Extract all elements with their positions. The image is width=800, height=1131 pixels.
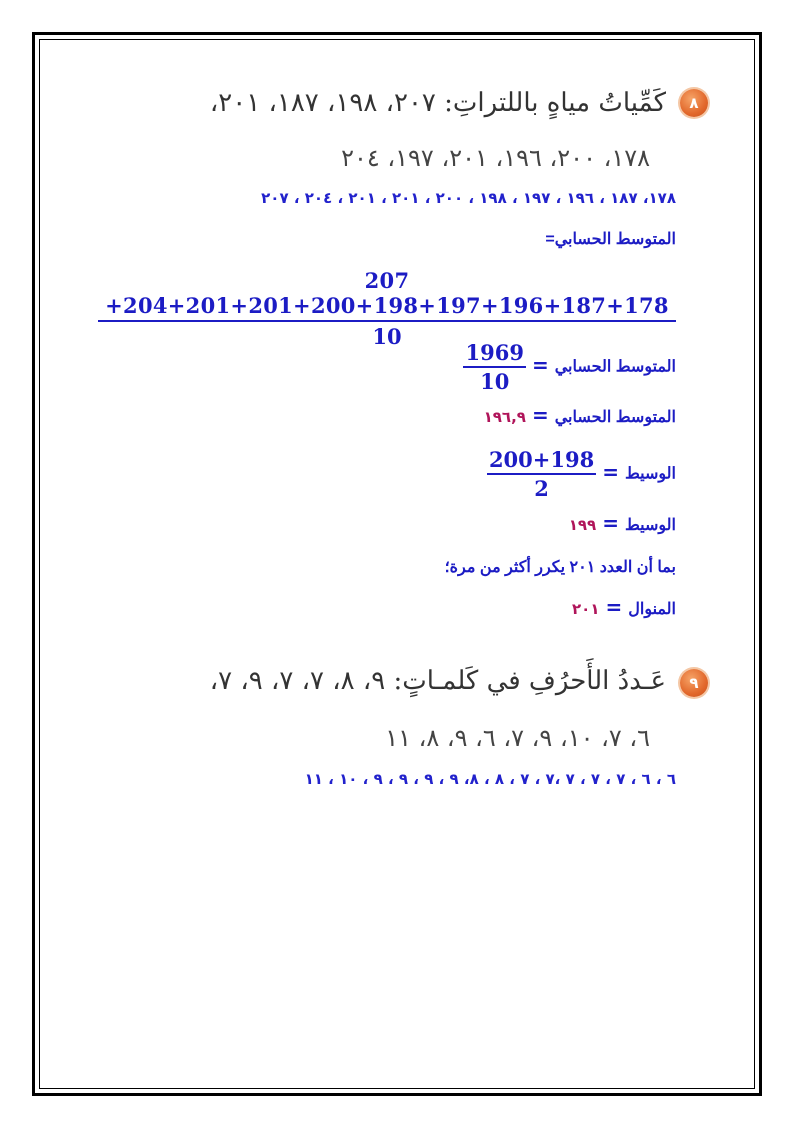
mean-label: المتوسط الحسابي xyxy=(554,358,676,376)
question-8-number: ٨ xyxy=(689,94,699,112)
question-8-title: كَمِّياتُ مياهٍ باللتراتِ: ٢٠٧، ١٩٨، ١٨٧، ٢٠١، xyxy=(209,88,666,118)
mean-sum-denominator: 10 xyxy=(372,324,402,349)
question-9-data-line2: ٦، ٧، ١٠، ٩، ٧، ٦، ٩، ٨، ١١ xyxy=(385,724,650,752)
median-label: الوسيط xyxy=(624,517,676,534)
mode-value: ٢٠١ xyxy=(572,600,600,618)
question-9-badge xyxy=(680,669,708,697)
question-9-ordered-values: ٦ ، ٦ ، ٧ ، ٧ ، ٧ ،٧ ، ٧ ، ٨ ، ٨، ٩ ، ٩ ، ٩ ، ٩ ، ١٠ ، ١١ xyxy=(304,770,676,788)
mean-heading: المتوسط الحسابي= xyxy=(545,231,676,248)
mean-sum-fraction xyxy=(98,268,676,349)
equals-sign: = xyxy=(602,511,619,535)
median-numerator: 200+198 xyxy=(487,447,596,475)
question-8-data-line2: ١٧٨، ٢٠٠، ١٩٦، ٢٠١، ١٩٧، ٢٠٤ xyxy=(341,144,650,172)
equals-sign: = xyxy=(531,352,549,377)
question-9-title: عَـددُ الأَحرُفِ في كَلمـاتٍ: ٩، ٨، ٧، ٧، ٩، ٧، xyxy=(209,666,666,696)
mean-fraction xyxy=(463,340,525,394)
mode-label: المنوال xyxy=(628,601,676,618)
question-8-ordered-values: ١٧٨، ١٨٧ ، ١٩٦ ، ١٩٧ ، ١٩٨ ، ٢٠٠ ، ٢٠١ ، ٢٠١ ، ٢٠٤ ، ٢٠٧ xyxy=(261,189,676,207)
median-result-row xyxy=(569,511,676,535)
median-fraction xyxy=(487,447,596,501)
median-value: ١٩٩ xyxy=(568,516,597,534)
mode-result-row xyxy=(572,595,676,619)
mean-denominator: 10 xyxy=(480,369,510,394)
equals-sign: = xyxy=(602,459,619,484)
median-denominator: 2 xyxy=(534,476,549,501)
question-9-number: ٩ xyxy=(689,674,699,692)
mean-numerator: 1969 xyxy=(463,340,525,368)
mean-label: المتوسط الحسابي xyxy=(554,409,676,426)
mean-sum-numerator: 207 +204+201+201+200+198+197+196+187+178 xyxy=(98,268,676,322)
equals-sign: = xyxy=(531,403,549,427)
median-fraction-row xyxy=(487,447,676,501)
mean-result-row xyxy=(484,403,676,427)
mode-reason: بما أن العدد ٢٠١ يكرر أكثر من مرة؛ xyxy=(444,559,676,576)
equals-sign: = xyxy=(605,595,623,619)
median-label: الوسيط xyxy=(624,465,676,483)
question-8-badge xyxy=(680,89,708,117)
mean-fraction-row xyxy=(463,340,676,394)
mean-value: ١٩٦,٩ xyxy=(483,408,526,426)
